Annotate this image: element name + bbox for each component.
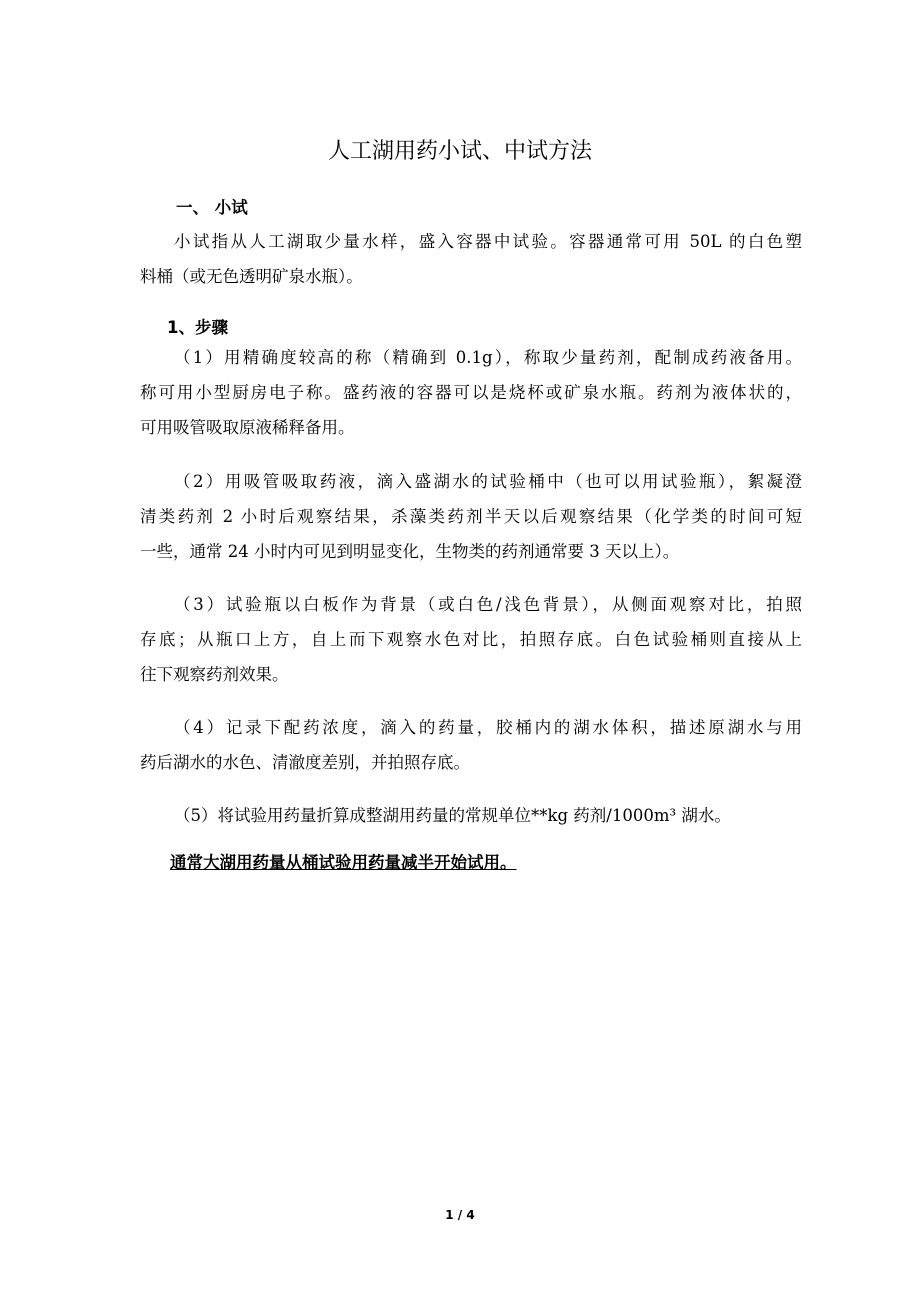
page-number: 1 / 4 — [445, 1208, 475, 1222]
text-line: 小试指从人工湖取少量水样，盛入容器中试验。容器通常可用 50L 的白色塑 — [174, 232, 802, 251]
text-line: 存底；从瓶口上方，自上而下观察水色对比，拍照存底。白色试验桶则直接从上 — [140, 630, 802, 650]
text-line: 可用吸管吸取原液稀释备用。 — [140, 418, 355, 438]
note-paragraph — [140, 845, 802, 880]
text-line: （5）将试验用药量折算成整湖用药量的常规单位**kg 药剂/1000m³ 湖水。 — [174, 806, 731, 825]
document-title: 人工湖用药小试、中试方法 — [327, 139, 592, 164]
text-line: 一些，通常 24 小时内可见到明显变化，生物类的药剂通常要 3 天以上）。 — [140, 542, 680, 562]
text-line: （4）记录下配药浓度，滴入的药量，胶桶内的湖水体积，描述原湖水与用 — [174, 718, 802, 737]
steps-heading-text: 1、步骤 — [167, 318, 228, 337]
text-line: 往下观察药剂效果。 — [140, 665, 289, 685]
section-heading-text: 一、 小试 — [176, 198, 248, 217]
step-3 — [140, 587, 802, 693]
text-line: （1）用精确度较高的称（精确到 0.1g），称取少量药剂，配制成药液备用。 — [174, 348, 802, 367]
text-line: 称可用小型厨房电子称。盛药液的容器可以是烧杯或矿泉水瓶。药剂为液体状的， — [140, 383, 802, 403]
text-line: 药后湖水的水色、清澈度差别，并拍照存底。 — [140, 753, 470, 773]
text-line: 清类药剂 2 小时后观察结果，杀藻类药剂半天以后观察结果（化学类的时间可短 — [140, 507, 802, 527]
text-line: （3）试验瓶以白板作为背景（或白色/浅色背景），从侧面观察对比，拍照 — [174, 595, 802, 614]
step-5 — [140, 798, 802, 833]
note-text: 通常大湖用药量从桶试验用药量减半开始试用。 — [170, 853, 517, 872]
intro-paragraph — [140, 224, 802, 294]
step-4 — [140, 710, 802, 780]
section-heading — [140, 190, 802, 225]
step-1 — [140, 340, 802, 446]
step-2 — [140, 464, 802, 570]
text-line: （2）用吸管吸取药液，滴入盛湖水的试验桶中（也可以用试验瓶），絮凝澄 — [174, 472, 802, 491]
text-line: 料桶（或无色透明矿泉水瓶）。 — [140, 267, 363, 287]
